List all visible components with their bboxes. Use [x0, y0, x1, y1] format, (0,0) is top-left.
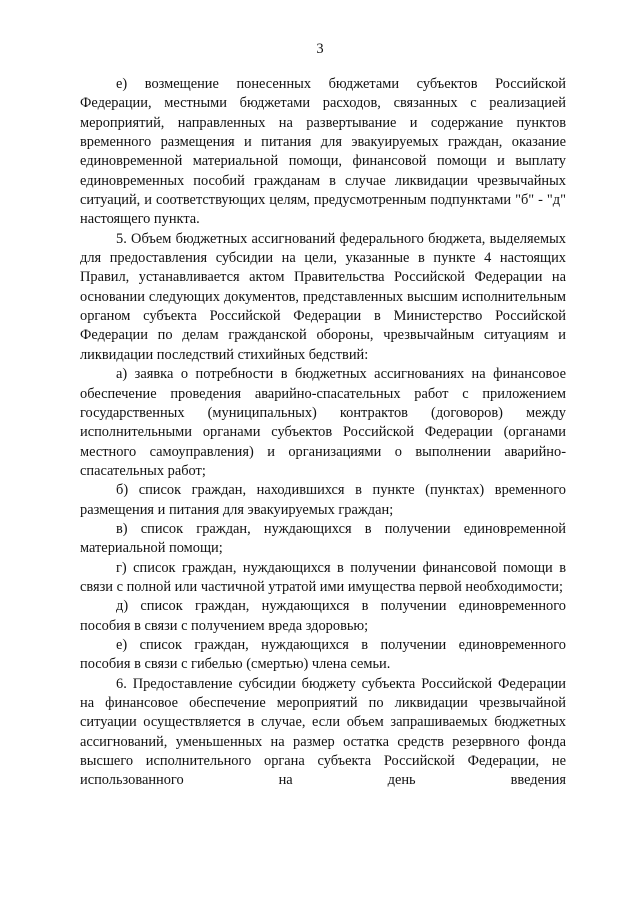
paragraph-item-b-list: б) список граждан, находившихся в пункте (пунктах) временного размещения и питания для эвакуируемых граждан;: [80, 482, 566, 518]
paragraph-item-e-list: е) список граждан, нуждающихся в получении единовременного пособия в связи с гибелью (смертью) члена семьи.: [80, 636, 566, 673]
paragraph-5-budget-volume: 5. Объем бюджетных ассигнований федерального бюджета, выделяемых для предоставления субсидии на цели, указанные в пункте 4 настоящих Правил, устанавливается актом Правительства Российской Федерации на основании следующих документов, представленных высшим исполнительным органом субъекта Российской Федерации в Министерство Российской Федерации по делам гражданской обороны, чрезвычайным ситуациям и ликвидации последствий стихийных бедствий:: [80, 230, 566, 363]
paragraph-6-subsidy: 6. Предоставление субсидии бюджету субъекта Российской Федерации на финансовое обеспечение мероприятий по ликвидации чрезвычайной ситуации осуществляется в случае, если объем запрашиваемых бюджетных ассигнований, уменьшенных на размер остатка средств резервного фонда высшего исполнительного органа субъекта Российской Федерации, не использованного на день введения: [80, 675, 566, 789]
paragraph-item-e-compensation: е) возмещение понесенных бюджетами субъектов Российской Федерации, местными бюджетами расходов, связанных с реализацией мероприятий, направленных на развертывание и содержание пунктов временного размещения и питания для эвакуируемых граждан, оказание единовременной материальной помощи, финансовой помощи и выплату единовременных пособий гражданам в случае ликвидации чрезвычайных ситуаций, и соответствующих целям, предусмотренным подпунктами "б" - "д" настоящего пункта.: [80, 76, 566, 228]
paragraph-item-v-list: в) список граждан, нуждающихся в получении единовременной материальной помощи;: [80, 520, 566, 557]
paragraph-item-d-list: д) список граждан, нуждающихся в получении единовременного пособия в связи с получением вреда здоровью;: [80, 598, 566, 634]
paragraph-item-g-list: г) список граждан, нуждающихся в получении финансовой помощи в связи с полной или частичной утратой ими имущества первой необходимости;: [80, 559, 566, 595]
page-number: 3: [316, 41, 324, 57]
document-body: [80, 75, 566, 791]
paragraph-item-a-request: а) заявка о потребности в бюджетных ассигнованиях на финансовое обеспечение проведения аварийно-спасательных работ с приложением государственных (муниципальных) контрактов (договоров) между исполнительными органами субъектов Российской Федерации (органами местного самоуправления) и организациями о выполнении аварийно-спасательных работ;: [80, 366, 566, 479]
